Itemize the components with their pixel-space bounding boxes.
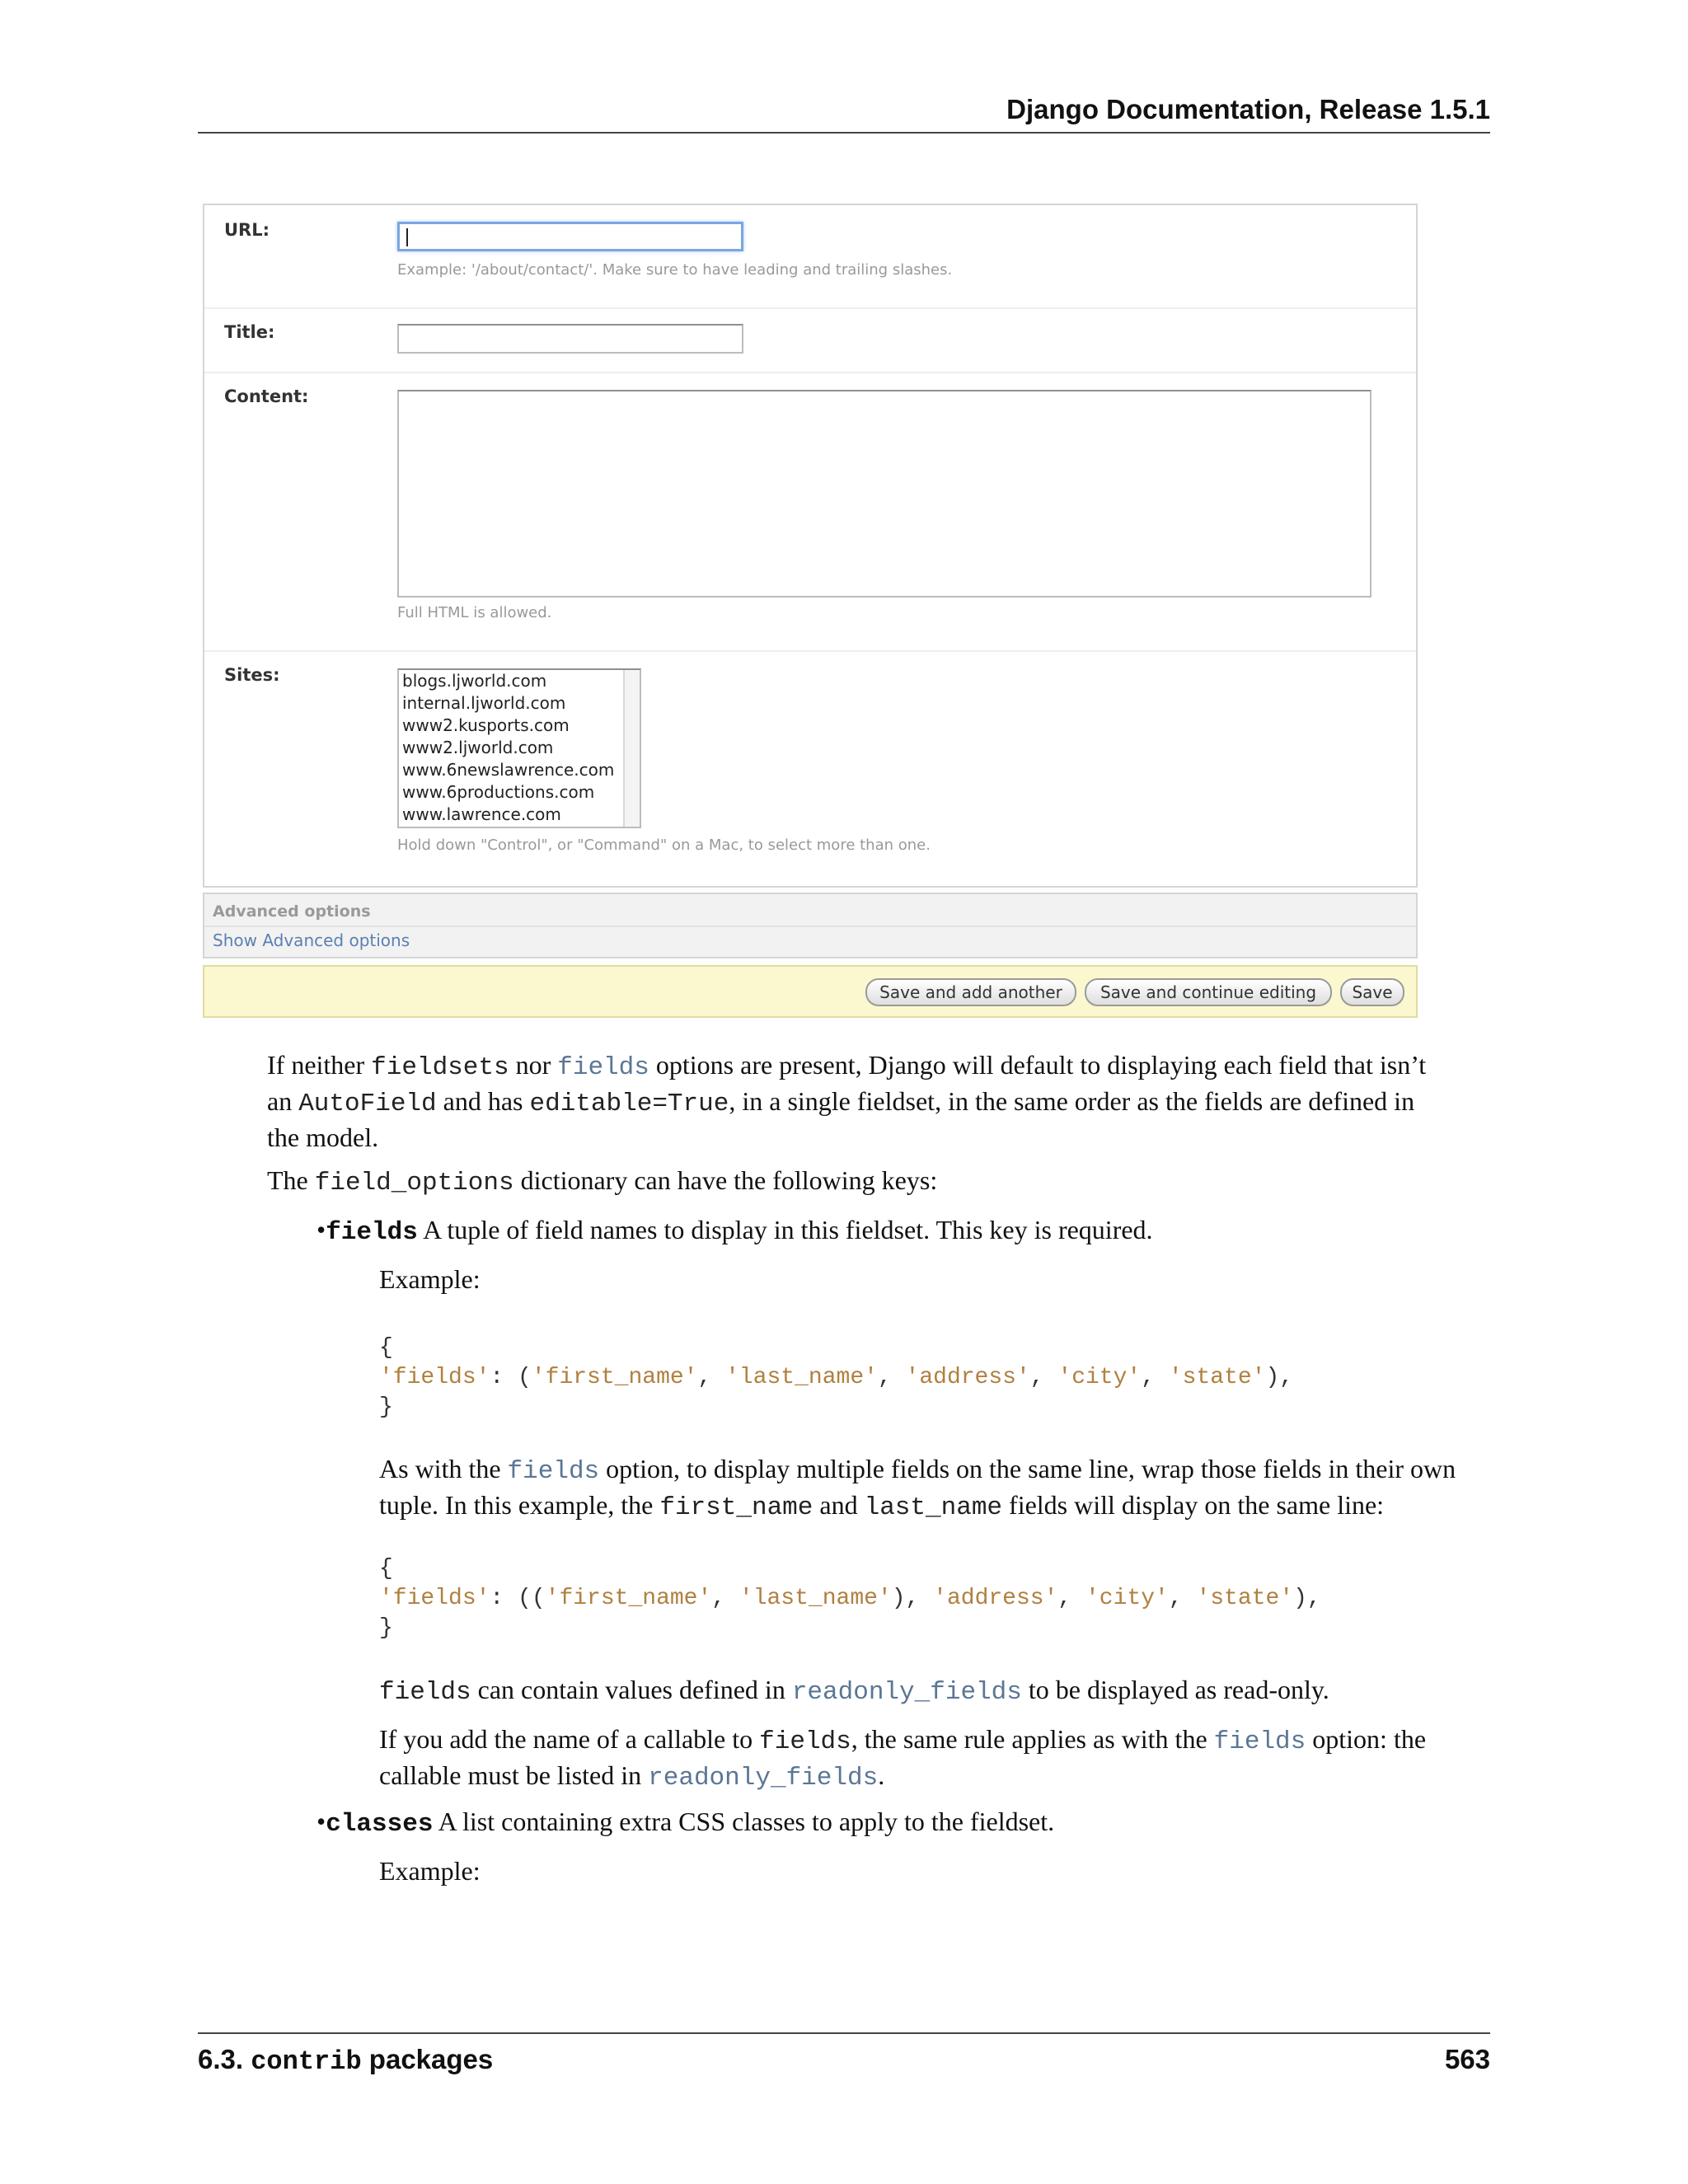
text: and — [813, 1490, 865, 1520]
save-button[interactable]: Save — [1340, 978, 1404, 1006]
site-option[interactable]: blogs.ljworld.com — [402, 671, 547, 691]
sites-label: Sites: — [224, 665, 280, 685]
fieldset — [203, 204, 1418, 888]
text: If you add the name of a callable to — [379, 1724, 760, 1754]
paragraph-callable — [379, 1722, 1490, 1795]
code-editable-true: editable=True — [529, 1090, 729, 1118]
link-fields[interactable]: fields — [1213, 1727, 1306, 1756]
paragraph-as-with-fields — [379, 1452, 1490, 1525]
divider — [204, 926, 1416, 927]
site-option[interactable]: www.6newslawrence.com — [402, 760, 615, 780]
text: A tuple of field names to display in this fieldset. This key is required. — [417, 1215, 1153, 1244]
bullet: • — [316, 1215, 326, 1244]
text: The — [267, 1165, 315, 1195]
text: can contain values defined in — [471, 1675, 792, 1704]
code-line: 'fields': (('first_name', 'last_name'), 'address', 'city', 'state'), — [379, 1586, 1321, 1611]
page-number: 563 — [1444, 2044, 1490, 2074]
url-label: URL: — [224, 220, 270, 240]
title-row — [204, 307, 1416, 373]
save-and-continue-button[interactable]: Save and continue editing — [1085, 978, 1332, 1006]
bullet-fields — [316, 1213, 1490, 1249]
code-line: } — [379, 1615, 393, 1641]
link-fields[interactable]: fields — [507, 1457, 600, 1486]
text: , in a single fieldset, in the same order as the fields are defined in — [729, 1086, 1415, 1116]
text-caret — [406, 228, 408, 246]
bullet-classes — [316, 1805, 1490, 1841]
link-readonly-fields[interactable]: readonly_fields — [791, 1678, 1022, 1707]
code-line: { — [379, 1556, 393, 1582]
text: tuple. In this example, the — [379, 1490, 660, 1520]
sites-help: Hold down "Control", or "Command" on a Mac, to select more than one. — [397, 837, 931, 854]
code-block-1 — [379, 1333, 1293, 1422]
paragraph-field-options — [267, 1164, 1490, 1200]
advanced-options-title: Advanced options — [213, 902, 371, 921]
text: dictionary can have the following keys: — [513, 1165, 938, 1195]
code-line: { — [379, 1335, 393, 1361]
text: . — [878, 1760, 885, 1790]
save-and-add-another-button[interactable]: Save and add another — [865, 978, 1076, 1006]
url-row — [204, 205, 1416, 309]
sites-row — [204, 650, 1416, 884]
text: nor — [509, 1050, 558, 1080]
text: A list containing extra CSS classes to apply to the fieldset. — [433, 1807, 1055, 1836]
advanced-options-fieldset — [203, 893, 1418, 958]
code-fieldsets: fieldsets — [371, 1053, 509, 1082]
bullet: • — [316, 1807, 326, 1836]
submit-row — [203, 965, 1418, 1018]
paragraph-default-fields — [267, 1048, 1490, 1154]
page-header — [198, 94, 1490, 134]
content-help: Full HTML is allowed. — [397, 604, 552, 621]
content-textarea[interactable] — [397, 390, 1372, 598]
site-option[interactable]: www.6productions.com — [402, 782, 595, 802]
section-code: contrib — [251, 2046, 362, 2077]
section-title — [198, 2044, 493, 2077]
code-line: 'fields': ('first_name', 'last_name', 'address', 'city', 'state'), — [379, 1365, 1294, 1390]
section-number: 6.3. — [198, 2044, 251, 2074]
site-option[interactable]: www2.kusports.com — [402, 715, 570, 735]
link-fields[interactable]: fields — [557, 1053, 649, 1082]
text: option, to display multiple fields on the same line, wrap those fields in their own — [599, 1454, 1456, 1483]
show-advanced-options-link[interactable]: Show Advanced options — [213, 930, 410, 950]
site-option[interactable]: www.lawrence.com — [402, 804, 561, 824]
code-field-options: field_options — [314, 1169, 514, 1197]
document-title: Django Documentation, Release 1.5.1 — [1006, 94, 1490, 124]
text: callable must be listed in — [379, 1760, 649, 1790]
code-first-name: first_name — [659, 1493, 814, 1522]
sites-multiselect[interactable] — [397, 668, 641, 828]
admin-form-screenshot — [203, 204, 1416, 1018]
code-fields: fields — [379, 1678, 471, 1707]
select-scrollbar[interactable] — [623, 670, 640, 827]
url-input[interactable] — [397, 222, 743, 251]
site-option[interactable]: www2.ljworld.com — [402, 738, 554, 757]
section-tail: packages — [361, 2044, 494, 2074]
code-line: } — [379, 1394, 393, 1420]
page-footer — [198, 2032, 1490, 2077]
key-fields: fields — [326, 1218, 418, 1247]
example-label: Example: — [379, 1856, 481, 1886]
text: and has — [436, 1086, 530, 1116]
content-label: Content: — [224, 387, 309, 406]
text: , the same rule applies as with the — [851, 1724, 1214, 1754]
content-row — [204, 372, 1416, 652]
text: As with the — [379, 1454, 508, 1483]
url-help: Example: '/about/contact/'. Make sure to have leading and trailing slashes. — [397, 261, 953, 279]
paragraph-readonly — [379, 1673, 1329, 1709]
text: to be displayed as read-only. — [1021, 1675, 1329, 1704]
key-classes: classes — [326, 1810, 434, 1839]
text: options are present, Django will default to displaying each field that isn’t — [649, 1050, 1427, 1080]
link-readonly-fields[interactable]: readonly_fields — [648, 1764, 879, 1793]
code-autofield: AutoField — [298, 1090, 437, 1118]
site-option[interactable]: internal.ljworld.com — [402, 693, 566, 713]
text: fields will display on the same line: — [1002, 1490, 1385, 1520]
example-label: Example: — [379, 1264, 481, 1294]
title-label: Title: — [224, 322, 275, 342]
text: the model. — [267, 1122, 379, 1152]
code-last-name: last_name — [864, 1493, 1003, 1522]
code-fields: fields — [759, 1727, 851, 1756]
code-block-2 — [379, 1554, 1321, 1643]
text: option: the — [1306, 1724, 1427, 1754]
text: an — [267, 1086, 299, 1116]
title-input[interactable] — [397, 324, 743, 354]
text: If neither — [267, 1050, 372, 1080]
